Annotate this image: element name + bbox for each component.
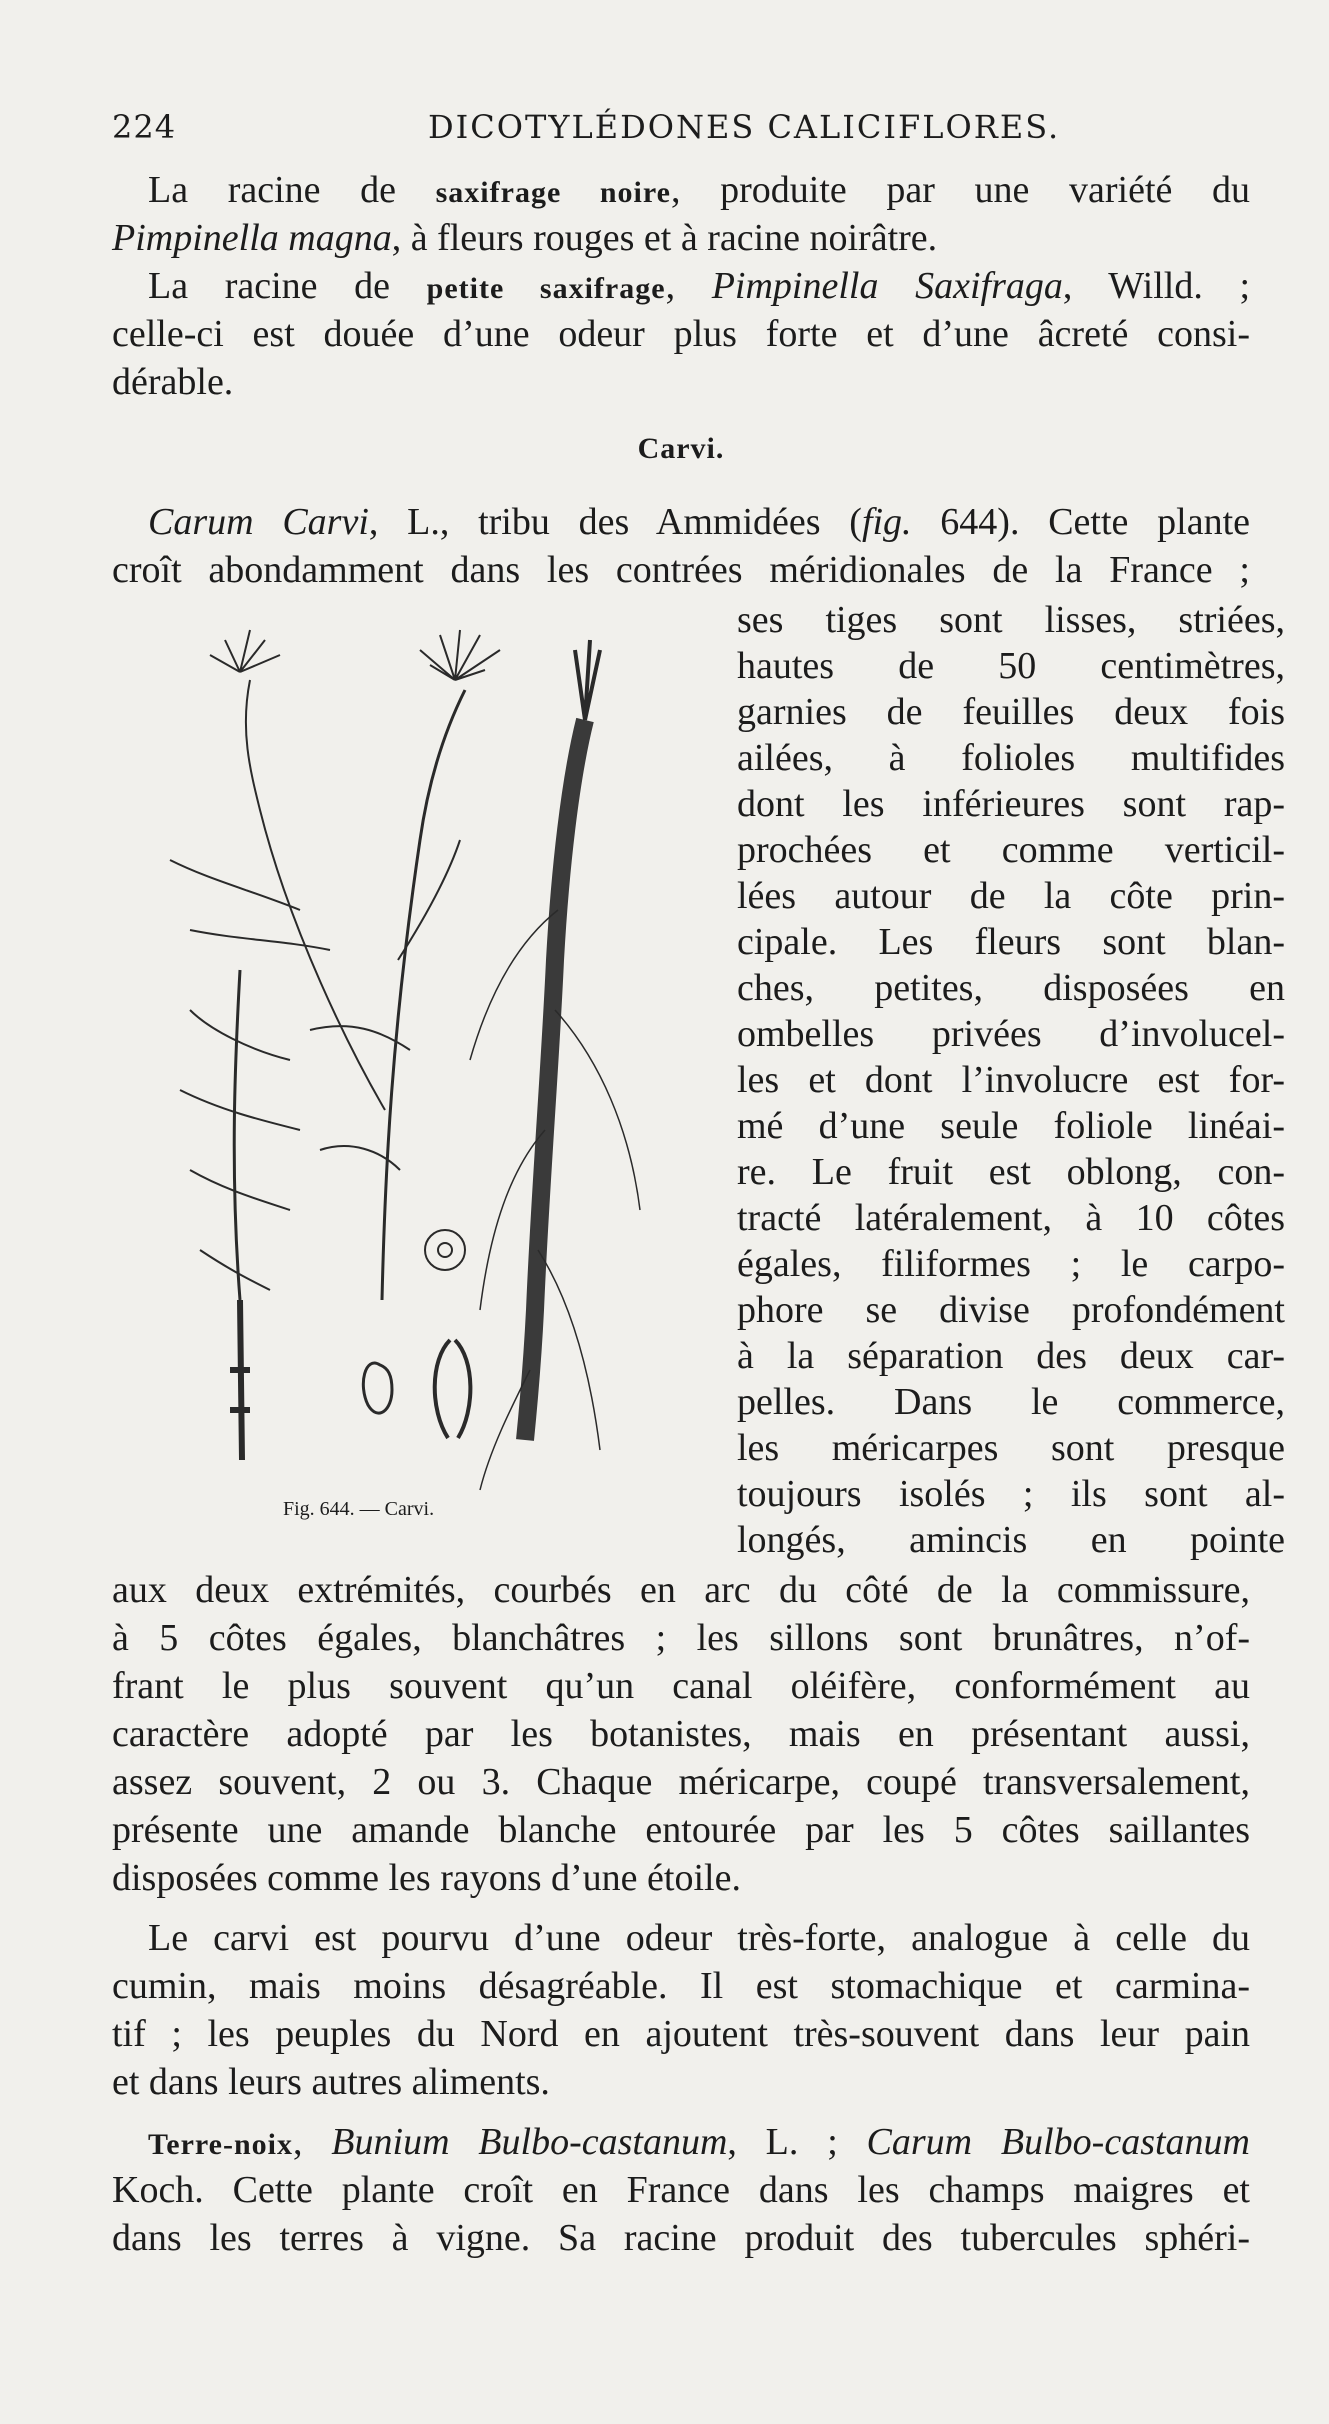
text-line: dans les terres à vigne. Sa racine produit des tubercules sphéri- bbox=[112, 2217, 1250, 2259]
text-line: prochées et comme verticil- bbox=[737, 829, 1285, 871]
text-line: à 5 côtes égales, blanchâtres ; les sillons sont brunâtres, n’of- bbox=[112, 1617, 1250, 1659]
text-line: La racine de petite saxifrage, Pimpinella Saxifraga, Willd. ; bbox=[148, 265, 1251, 307]
section-title: Carvi. bbox=[637, 432, 725, 465]
text-line: Koch. Cette plante croît en France dans les champs maigres et bbox=[112, 2169, 1250, 2211]
text-line: disposées comme les rayons d’une étoile. bbox=[112, 1857, 741, 1899]
text-line: re. Le fruit est oblong, con- bbox=[737, 1151, 1285, 1193]
text-line: cipale. Les fleurs sont blan- bbox=[737, 921, 1285, 963]
text-line: phore se divise profondément bbox=[737, 1289, 1285, 1331]
text-line: dont les inférieures sont rap- bbox=[737, 783, 1285, 825]
text-line: Le carvi est pourvu d’une odeur très-forte, analogue à celle du bbox=[148, 1917, 1250, 1959]
text-line: tif ; les peuples du Nord en ajoutent très-souvent dans leur pain bbox=[112, 2013, 1250, 2055]
text-line: garnies de feuilles deux fois bbox=[737, 691, 1285, 733]
text-line: ches, petites, disposées en bbox=[737, 967, 1285, 1009]
text-line: celle-ci est douée d’une odeur plus forte et d’une âcreté consi- bbox=[112, 313, 1250, 355]
text-line: lées autour de la côte prin- bbox=[737, 875, 1285, 917]
caraway-plant-engraving bbox=[130, 610, 690, 1510]
text-line: Terre-noix, Bunium Bulbo-castanum, L. ; Carum Bulbo-castanum bbox=[148, 2121, 1250, 2163]
text-line: ombelles privées d’involucel- bbox=[737, 1013, 1285, 1055]
text-line: assez souvent, 2 ou 3. Chaque méricarpe, coupé transversalement, bbox=[112, 1761, 1250, 1803]
text-line: mé d’une seule foliole linéai- bbox=[737, 1105, 1285, 1147]
figure-caption: Fig. 644. — Carvi. bbox=[283, 1498, 435, 1520]
text-line: les et dont l’involucre est for- bbox=[737, 1059, 1285, 1101]
text-line: dérable. bbox=[112, 361, 234, 403]
figure-carvi bbox=[130, 610, 690, 1510]
text-line: cumin, mais moins désagréable. Il est stomachique et carmina- bbox=[112, 1965, 1250, 2007]
text-line: aux deux extrémités, courbés en arc du côté de la commissure, bbox=[112, 1569, 1250, 1611]
text-line: les méricarpes sont presque bbox=[737, 1427, 1285, 1469]
text-line: ailées, à folioles multifides bbox=[737, 737, 1285, 779]
text-line: égales, filiformes ; le carpo- bbox=[737, 1243, 1285, 1285]
text-line: toujours isolés ; ils sont al- bbox=[737, 1473, 1285, 1515]
text-line: tracté latéralement, à 10 côtes bbox=[737, 1197, 1285, 1239]
text-line: caractère adopté par les botanistes, mais en présentant aussi, bbox=[112, 1713, 1250, 1755]
text-line: à la séparation des deux car- bbox=[737, 1335, 1285, 1377]
text-line: pelles. Dans le commerce, bbox=[737, 1381, 1285, 1423]
text-line: frant le plus souvent qu’un canal oléifère, conformément au bbox=[112, 1665, 1250, 1707]
page-number: 224 bbox=[112, 108, 177, 146]
text-line: Carum Carvi, L., tribu des Ammidées (fig. 644). Cette plante bbox=[148, 501, 1250, 543]
text-line: longés, amincis en pointe bbox=[737, 1519, 1285, 1561]
text-line: croît abondamment dans les contrées méridionales de la France ; bbox=[112, 549, 1250, 591]
text-line: hautes de 50 centimètres, bbox=[737, 645, 1285, 687]
text-line: présente une amande blanche entourée par les 5 côtes saillantes bbox=[112, 1809, 1250, 1851]
text-line: La racine de saxifrage noire, produite par une variété du bbox=[148, 169, 1250, 211]
text-line: Pimpinella magna, à fleurs rouges et à racine noirâtre. bbox=[112, 217, 938, 259]
running-title: DICOTYLÉDONES CALICIFLORES. bbox=[428, 108, 1061, 146]
text-line: et dans leurs autres aliments. bbox=[112, 2061, 550, 2103]
text-line: ses tiges sont lisses, striées, bbox=[737, 599, 1285, 641]
